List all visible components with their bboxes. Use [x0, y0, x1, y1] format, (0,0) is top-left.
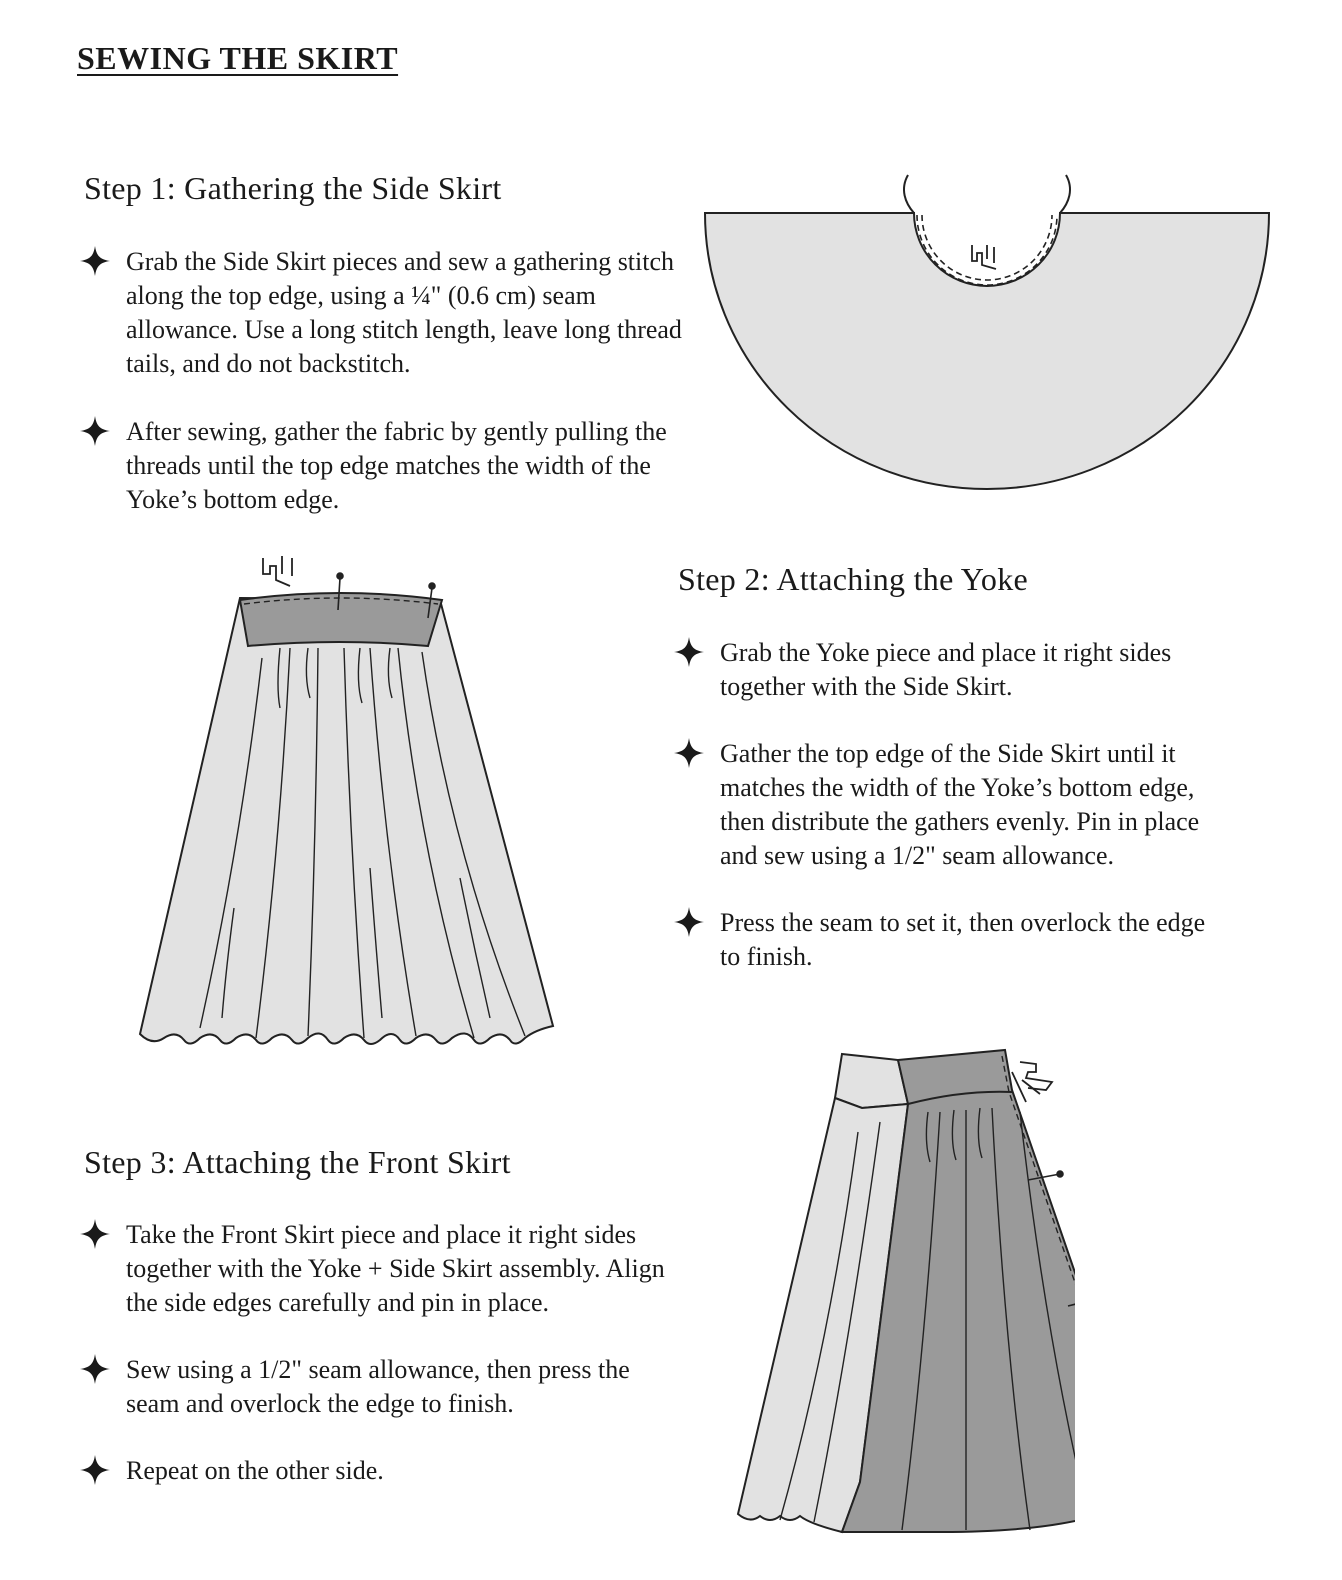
four-point-star-icon	[673, 636, 705, 668]
front-skirt-assembly-illustration	[730, 1042, 1075, 1542]
step-1-heading: Step 1: Gathering the Side Skirt	[84, 170, 502, 206]
step-3-bullet-3-text: Repeat on the other side.	[126, 1456, 384, 1485]
gathered-skirt-with-yoke-illustration	[130, 548, 560, 1053]
four-point-star-icon	[673, 906, 705, 938]
presser-foot-icon	[1012, 1062, 1052, 1102]
step-3-heading: Step 3: Attaching the Front Skirt	[84, 1144, 511, 1180]
step-2-bullet-3	[673, 906, 1218, 974]
step-2-heading: Step 2: Attaching the Yoke	[678, 561, 1029, 597]
step-1-bullets	[79, 245, 684, 517]
step-1-bullet-1-text: Grab the Side Skirt pieces and sew a gathering stitch along the top edge, using a ¼" (0.6 cm) seam allowance. Use a long stitch length, leave long thread tails, and do not backstitch.	[126, 247, 682, 378]
page-title: SEWING THE SKIRT	[77, 40, 399, 76]
step-2-bullet-2-text: Gather the top edge of the Side Skirt until it matches the width of the Yoke’s bottom edge, then distribute the gathers evenly. Pin in place and sew using a 1/2" seam allowance.	[720, 739, 1200, 870]
presser-foot-icon	[972, 245, 996, 269]
four-point-star-icon	[673, 737, 705, 769]
step-3-bullet-1	[79, 1218, 669, 1320]
step-3-bullet-3	[79, 1454, 669, 1488]
four-point-star-icon	[79, 1353, 111, 1385]
step-3-bullets	[79, 1218, 669, 1488]
step-2-bullet-3-text: Press the seam to set it, then overlock the edge to finish.	[720, 908, 1206, 971]
step-2-bullet-1-text: Grab the Yoke piece and place it right sides together with the Side Skirt.	[720, 638, 1172, 701]
side-skirt-piece-illustration	[700, 165, 1275, 500]
step-2-bullet-2	[673, 737, 1218, 873]
step-1-bullet-2-text: After sewing, gather the fabric by gently pulling the threads until the top edge matches the width of the Yoke’s bottom edge.	[126, 417, 667, 514]
step-1-bullet-1	[79, 245, 684, 381]
four-point-star-icon	[79, 1454, 111, 1486]
step-2-bullets	[673, 636, 1218, 974]
presser-foot-icon	[263, 556, 292, 586]
four-point-star-icon	[79, 1218, 111, 1250]
step-3-bullet-1-text: Take the Front Skirt piece and place it right sides together with the Yoke + Side Skirt assembly. Align the side edges carefully and pin in place.	[126, 1220, 665, 1317]
step-3-bullet-2-text: Sew using a 1/2" seam allowance, then press the seam and overlock the edge to finish.	[126, 1355, 630, 1418]
four-point-star-icon	[79, 415, 111, 447]
step-1-bullet-2	[79, 415, 684, 517]
four-point-star-icon	[79, 245, 111, 277]
step-2-bullet-1	[673, 636, 1218, 704]
step-3-bullet-2	[79, 1353, 669, 1421]
